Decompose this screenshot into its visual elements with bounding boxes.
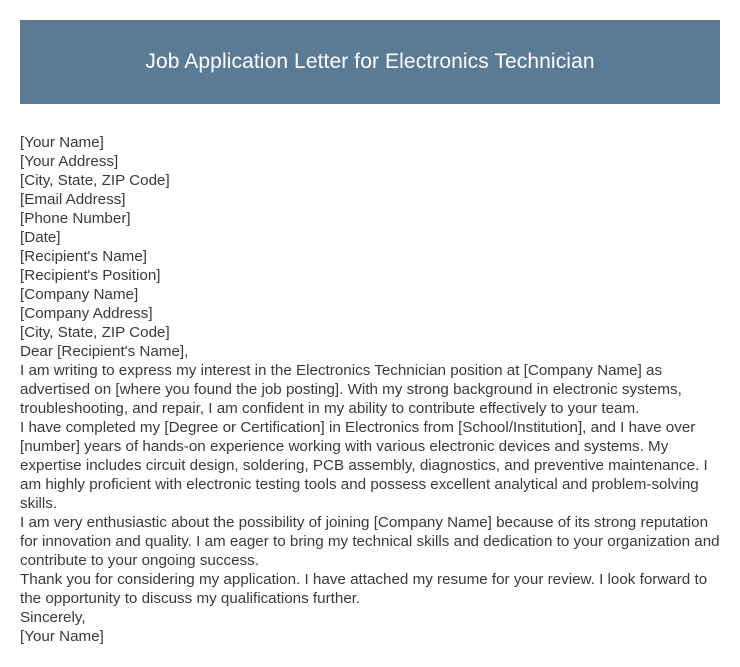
- paragraph-qualifications: I have completed my [Degree or Certification] in Electronics from [School/Institution], and I have over [number] years of hands-on experience working with various electronic devices and systems. My expertise includes circuit design, soldering, PCB assembly, diagnostics, and preventive maintenance. I am highly proficient with electronic testing tools and possess excellent analytical and problem-solving skills.: [20, 419, 708, 512]
- recipient-address: [Company Address]: [20, 305, 153, 322]
- title-banner: [20, 20, 720, 104]
- signature: [Your Name]: [20, 628, 104, 645]
- salutation: Dear [Recipient's Name],: [20, 343, 189, 360]
- recipient-company: [Company Name]: [20, 286, 139, 303]
- letter-body: [20, 133, 724, 646]
- sender-email: [Email Address]: [20, 191, 126, 208]
- paragraph-closing: Thank you for considering my application. I have attached my resume for your review. I look forward to the opportunity to discuss my qualifications further.: [20, 571, 708, 607]
- sender-phone: [Phone Number]: [20, 210, 131, 227]
- letter-date: [Date]: [20, 229, 61, 246]
- sender-address: [Your Address]: [20, 153, 119, 170]
- paragraph-intro: I am writing to express my interest in the Electronics Technician position at [Company Name] as advertised on [where you found the job posting]. With my strong background in electronic systems, troubleshooting, and repair, I am confident in my ability to contribute effectively to your team.: [20, 362, 682, 417]
- sender-city-state-zip: [City, State, ZIP Code]: [20, 172, 170, 189]
- sender-name: [Your Name]: [20, 134, 104, 151]
- closing: Sincerely,: [20, 609, 86, 626]
- recipient-name: [Recipient's Name]: [20, 248, 147, 265]
- page-title: Job Application Letter for Electronics Technician: [145, 50, 595, 73]
- paragraph-motivation: I am very enthusiastic about the possibility of joining [Company Name] because of its strong reputation for innovation and quality. I am eager to bring my technical skills and dedication to your organization and contribute to your ongoing success.: [20, 514, 720, 569]
- recipient-position: [Recipient's Position]: [20, 267, 161, 284]
- recipient-city-state-zip: [City, State, ZIP Code]: [20, 324, 170, 341]
